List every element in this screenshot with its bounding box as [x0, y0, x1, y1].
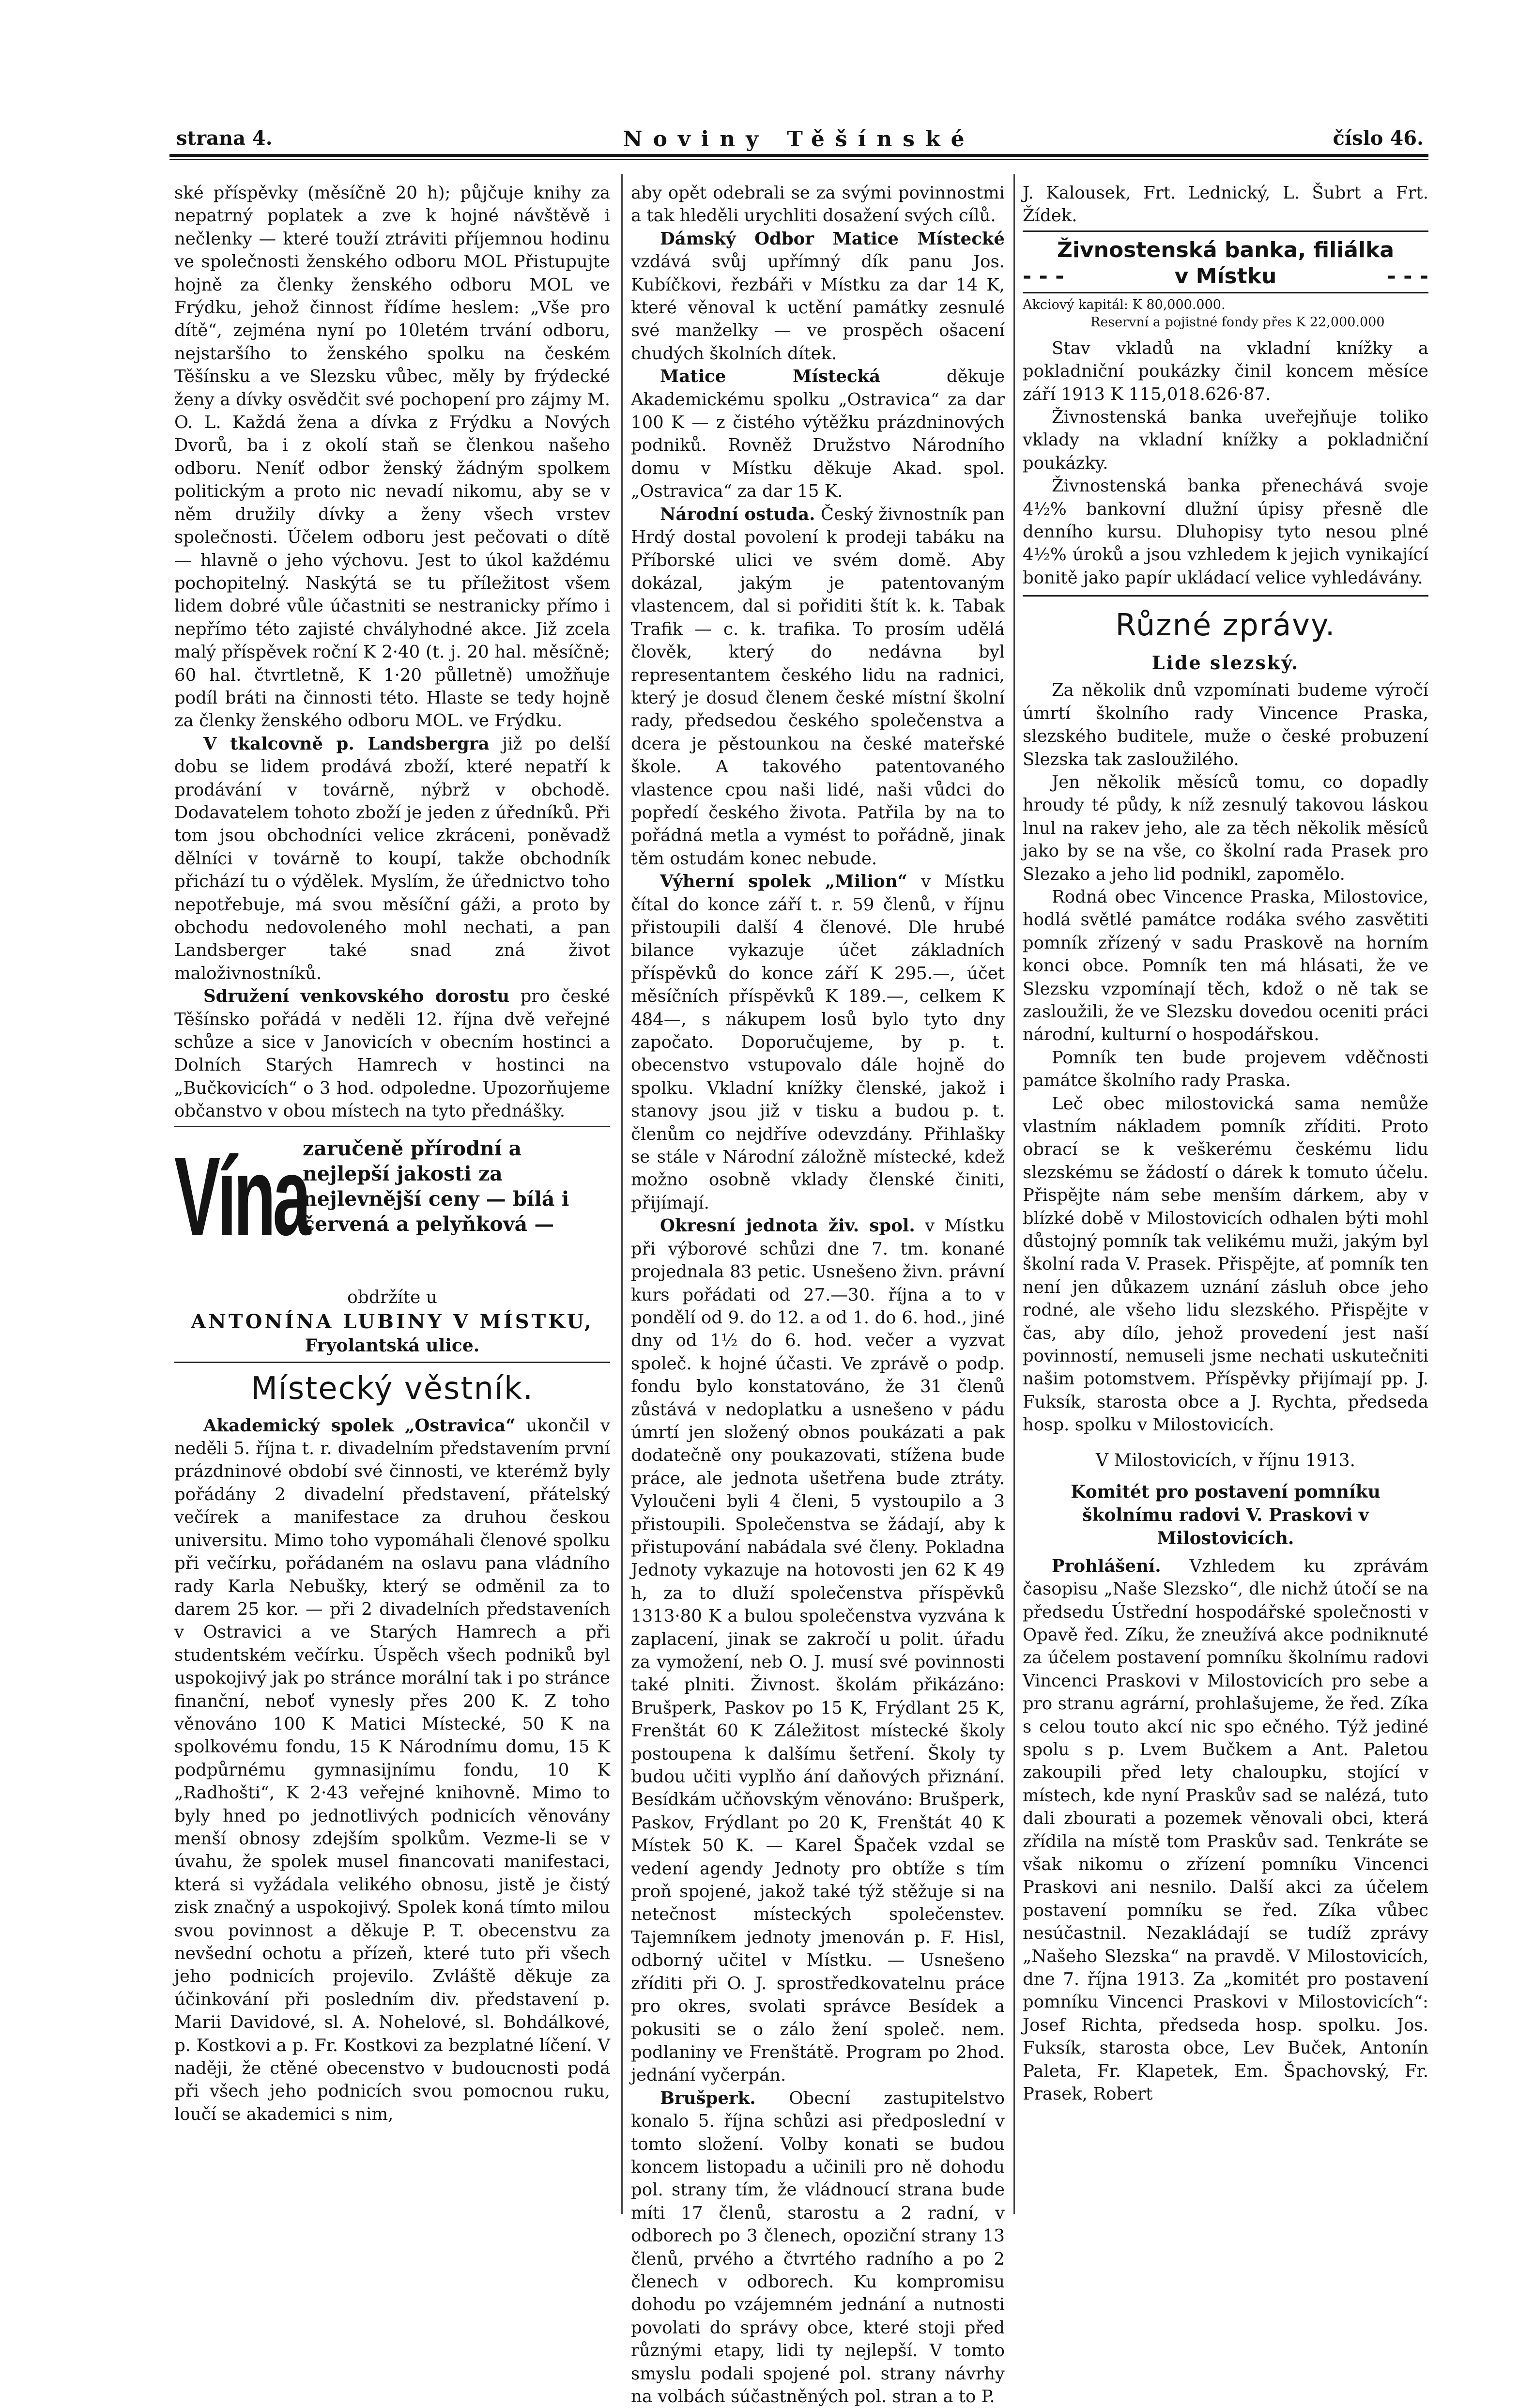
article-tkalcovna [174, 733, 610, 985]
ad-street: Fryolantská ulice. [305, 1335, 480, 1356]
article-brusperk-body: Obecní zastupitelstvo konalo 5. října schůzi asi předposlední v tomto složení. Volby konati se budou koncem listopadu a učinili pro ně dohodu pol. strany tím, že vládnoucí strana bude míti 17 členů, starostu a 2 radní, v odborech po 3 členech, opoziční strany 13 členů, prvého a čtvrtého radního a po 2 členech v odborech. Ku kompromisu dohodu po vzájemném jednání a nutnosti povolati do správy obce, které stoji před různými etapy, lidi ty nejlepší. V tomto smyslu podali spojené pol. strany návrhy na volbách súčastněných pol. stran a to P. [631, 2088, 1005, 2407]
article-narodni-ostuda [631, 503, 1005, 871]
article-komitet: Komitét pro postavení pomníku školnímu radovi V. Praskovi v Milostovicích. [1071, 1481, 1381, 1549]
article-sdruzeni [174, 985, 610, 1122]
bank-capital: Akciový kapitál: K 80,000.000. [1023, 297, 1226, 312]
bank-dash-right: - - - [1387, 263, 1428, 289]
article-prasek-1: Za několik dnů vzpomínati budeme výročí úmrtí školního rady Vincence Praska, slezského buditele, muže o české probuzení Slezska tak zasloužilého. [1023, 680, 1428, 769]
ad-obdrzite: obdržíte u [347, 1287, 437, 1307]
article-damsky-odbor [631, 228, 1005, 365]
column-divider-1 [621, 174, 623, 2214]
ad-headline: Vína [174, 1134, 308, 1258]
bank-text-3: Živnostenská banka přenechává svoje 4½% bankovní dlužní úpisy přesně dle denního kursu. Dluhopisy tyto nesou plné 4½% úroků a jsou vzhledem k jejich vynikající bonitě jako papír ukládací velice vyhledávány. [1023, 476, 1428, 588]
bank-rule-mid [1023, 292, 1428, 293]
wine-advertisement [174, 1136, 610, 1281]
article-milion [631, 870, 1005, 1214]
bank-title: Živnostenská banka, filiálka [1057, 237, 1395, 262]
article-damsky-odbor-lead: Dámský Odbor Matice Místecké [660, 229, 1005, 249]
article-sdruzeni-lead: Sdružení venkovského dorostu [203, 986, 510, 1007]
article-prohlaseni-lead: Prohlášení. [1052, 1556, 1161, 1576]
bank-subtitle-row [1023, 264, 1428, 289]
header-rule [169, 154, 1428, 157]
bank-text-1: Stav vkladů na vkladní knížky a pokladniční poukázky činil koncem měsíce září 1913 K 115,018.626·87. [1023, 338, 1428, 404]
page-number: strana 4. [176, 127, 273, 150]
article-milion-body: v Místku čítal do konce září t. r. 59 členů, v říjnu přistoupili další 4 členové. Dle hrubé bilance vykazuje účet základních příspěvků do konce září K 295.—, účet měsíčních příspěvků K 189.—, celkem K 484—, s nákupem losů bylo tyto dny započato. Doporučujeme, by p. t. obecenstvo vstupovalo dále hojně do spolku. Vkladní knížky členské, jakož i stanovy jsou již v tisku a budou p. t. členům co nejdříve odevzdány. Přihlašky se stále v Národní záložně místecké, kdež možno osobně vklady členské činiti, přijímají. [631, 872, 1005, 1213]
ad-merchant-name: ANTONÍNA LUBINY V MÍSTKU, [191, 1310, 594, 1333]
issue-number: číslo 46. [1333, 127, 1424, 150]
article-signatures: J. Kalousek, Frt. Lednický, L. Šubrt a Frt. Žídek. [1023, 183, 1428, 226]
article-ostravica-body: ukončil v neděli 5. října t. r. divadelním představením první prázdninové období své činnosti, ve kterémž byly pořádány 2 divadelní představení, přátelský večírek a manifestace za druhou českou universitu. Mimo toho vypomáhali členové spolku při večírku, pořádaném na oslavu pana vládního rady Karla Nebušky, který se odměnil za to darem 25 kor. — při 2 divadelních představeních v Ostravici a ve Starých Hamrech a při studentském večírku. Úspěch všech podniků byl uspokojivý jak po stránce morální tak i po stránce finanční, neboť vynesly přes 200 K. Z toho věnováno 100 K Matici Místecké, 50 K na spolkovému fondu, 15 K Národnímu domu, 15 K podpůrnému gymnasijnímu fondu, 10 K „Radhošti“, K 2·43 veřejné knihovně. Mimo to byly hned po jednotlivých podnicích věnovány menší obnosy zdejším spolkům. Vezme-li se v úvahu, že spolek musel financovati manifestaci, která si vyžádala velikého obnosu, jistě je čistý zisk značný a uspokojivý. Spolek koná tímto milou svou povinnost a děkuje P. T. obecenstvu za nevšední ochotu a přízeň, které tuto při všech jeho podnicích projevilo. Zvláště děkuje za účinkování při posledním div. představení p. Marii Davidové, sl. A. Nohelové, sl. Bohdálkové, p. Kostkovi a p. Fr. Kostkovi za bezplatné líčení. V naději, že ctěné obecenstvo v budoucnosti podá při všech jeho podnicích svou pomocnou ruku, loučí se akademici s nim, [174, 1415, 610, 2124]
article-ostravica-cont: aby opět odebrali se za svými povinnostmi a tak hleděli urychliti dosažení svých cílů. [631, 183, 1005, 226]
column-divider-2 [1013, 174, 1015, 2214]
article-ostravica [174, 1414, 610, 2126]
bank-rule-top [1023, 230, 1428, 232]
article-bruperk [631, 2087, 1005, 2408]
article-sdruzeni-body: pro české Těšínsko pořádá v neděli 12. října dvě veřejné schůze a sice v Janovicích v obecním hostinci a Dolních Starých Hamrech v hostinci na „Bučkovicích“ o 3 hod. odpoledne. Upozorňujeme občanstvo v obou místech na tyto přednášky. [174, 986, 610, 1121]
bank-dash-left: - - - [1023, 263, 1064, 289]
header-rule-thin [169, 159, 1428, 160]
article-okresni-jednota-lead: Okresní jednota živ. spol. [660, 1216, 915, 1236]
article-tkalcovna-body: již po delší dobu se lidem prodává zboží, které nepatří k prodávání v továrně, nýbrž v obchodě. Dodavatelem tohoto zboží je jeden z úředníků. Při tom jsou obchodníci velice zkráceni, poněvadž dělníci v továrně to koupí, takže obchodník přichází tu o výdělek. Myslím, že úřednictvo toho nepotřebuje, má svou měsíční gáži, a proto by obchodu nedovoleného mohl nechati, a pan Landsberger také snad zná život maloživnostníků. [174, 734, 610, 983]
article-narodni-ostuda-body: Český živnostník pan Hrdý dostal povolení k prodeji tabáku na Příborské ulici ve svém domě. Aby dokázal, jakým je patentovaným vlastencem, dal si pořiditi štít k. k. Tabak Trafik — c. k. trafika. To prosím udělá člověk, který do nedávna byl representantem českého lidu na radnici, který je dosud členem české místní školní rady, předsedou českého společenstva a dcera je pěstounkou na české mateřské škole. A takového patentovaného vlastence cpou naši lidé, naši vůdci do popředí českého života. Patřila by na to pořádná metla a vymést to pořádně, jinak těm ostudám konec nebude. [631, 504, 1005, 869]
article-okresni-jednota-body: v Místku při výborové schůzi dne 7. tm. konané projednala 83 petic. Usnešeno živn. právní kurs pořádati od 27.—30. října a to v pondělí od 9. do 12. a od 1. do 6. hod., jiné dny od 1½ do 6. hod. večer a vyzvat společ. k hojné účasti. Ve zprávě o podp. fondu bylo konstatováno, že 31 členů zůstává v nedoplatku a usnešeno v pádu úmrtí jen složený obnos poukázati a pak dodatečně ony poukazovati, stížena bude práce, ale jednota ušetřena bude ztráty. Vyloučeni byli 4 členi, 5 vystoupilo a 3 přistoupili. Společenstva se žádají, aby k přistupování nabádala své členy. Pokladna Jednoty vykazuje na hotovosti jen 62 K 49 h, za to dluží společenstva příspěvků 1313·80 K a bulou společenstva vyzvána k zaplacení, jinak se zakročí u polit. úřadu za vymožení, neb O. J. musí své povinnosti také plniti. Živnost. školám přikázáno: Brušperk, Paskov po 15 K, Frýdlant 25 K, Frenštát 60 K Záležitost místecké školy postoupena k dalšímu šetření. Školy ty budou učiti vyplňo ání daňových přiznání. Besídkám učňovským věnováno: Brušperk, Paskov, Frýdlant po 20 K, Frenštát 40 K Místek 50 K. — Karel Špaček vzdal se vedení agendy Jednoty pro obtíže s tím proň spojené, jakož také týž stěžuje si na netečnost místeckých společenstev. Tajemníkem jednoty jmenován p. F. Hisl, odborný učitel v Místku. — Usnešeno zříditi při O. J. sprostředkovatelnu práce pro okres, svolati správce Besídek a pokusiti se o zálo žení společ. nem. podlaniny ve Frenštátě. Program po 2hod. jednání vyčerpán. [631, 1216, 1005, 2086]
article-tkalcovna-lead: V tkalcovně p. Landsbergra [203, 734, 490, 754]
page-header [169, 127, 1428, 156]
bank-rule-bottom [1023, 595, 1428, 597]
column-1 [174, 182, 610, 2210]
ad-rule-bottom [174, 1362, 610, 1363]
subsection-lide-slezsky: Lide slezský. [1151, 652, 1300, 674]
article-matice [631, 365, 1005, 503]
ad-text: zaručeně přírodní a nejlepší jakosti za nejlevnější ceny — bílá i červená a pelyňková — [303, 1136, 569, 1236]
bank-subtitle: v Místku [1174, 263, 1277, 289]
article-milion-lead: Výherní spolek „Milion“ [660, 872, 907, 892]
article-prasek-4: Pomník ten bude projevem vděčnosti památce školního rady Praska. [1023, 1047, 1428, 1091]
article-ostravica-lead: Akademický spolek „Ostravica“ [203, 1415, 516, 1436]
article-okresni-jednota [631, 1214, 1005, 2086]
article-prohlaseni [1023, 1555, 1428, 2106]
article-matice-lead: Matice Místecká [660, 367, 881, 387]
article-prasek-3: Rodná obec Vincence Praska, Milostovice, hodlá světlé památce rodáka svého zasvětiti pomník zřízený v sadu Praskově na horním konci obce. Pomník ten má hlásati, že ve Slezsku vzpomínají těch, kdož o ně tak se zasloužili, že ve Slezsku dovedou oceniti práci národní, kulturní o hospodářskou. [1023, 887, 1428, 1045]
article-prohlaseni-body: Vzhledem ku zprávám časopisu „Naše Slezsko“, dle nichž útočí se na předsedu Ústřední hospodářské společnosti v Opavě řed. Zíku, že zneužívá akce podniknuté za účelem postavení pomníku školnímu radovi Vincenci Praskovi v Milostovicích pro sebe a pro stranu agrární, prohlašujeme, že řed. Zíka s celou touto akcí nic spo ečného. Týž jediné spolu s p. Lvem Bučkem a Ant. Paletou zakoupili před lety chaloupku, stojící v místech, kde nyní Praskův sad se nalézá, tuto dali zbourati a pozemek věnovali obci, která zřídila na místě tom Praskův sad. Tenkráte se však nikomu o zřízení pomníku Vincenci Praskovi ani nesnilo. Další akci za účelem postavení pomníku se řed. Zíka vůbec nesúčastnil. Nezakládají se tudíž zprávy „Našeho Slezska“ na pravdě. V Milostovicích, dne 7. října 1913. Za „komitét pro postavení pomníku Vincenci Praskovi v Milostovicích“: Josef Richta, předseda hosp. spolku. Jos. Fuksík, starosta obce, Lev Buček, Antonín Paleta, Fr. Klapetek, Em. Špachovský, Fr. Prasek, Robert [1023, 1556, 1428, 2104]
column-3 [1023, 182, 1428, 2210]
section-title-mistecky-vestnik: Místecký věstník. [250, 1370, 534, 1407]
article-brusperk-lead: Brušperk. [660, 2088, 756, 2108]
section-title-ruzne-zpravy: Různé zprávy. [1115, 607, 1336, 643]
article-damsky-odbor-body: vzdává svůj upřímný dík panu Jos. Kubíčkovi, řezbáři v Místku za dar 14 K, které věnoval k uctění památky zesnulé své manželky — ve prospěch ošacení chudých školních dítek. [631, 252, 1005, 364]
article-date: V Milostovicích, v říjnu 1913. [1096, 1450, 1355, 1471]
article-zensky-odbor: ské příspěvky (měsíčně 20 h); půjčuje knihy za nepatrný poplatek a zve k hojné návštěvě i nečlenky — které touží ztráviti příjemnou hodinu ve společnosti ženského odboru MOL Přistupujte hojně za členky ženského odboru MOL ve Frýdku, jehož činnost řídíme heslem: „Vše pro dítě“, zejména nyní po 10letém trvání odboru, nejstaršího to ženského spolku na českém Těšínsku a ve Slezsku vůbec, měly by frýdecké ženy a dívky osvědčit své pochopení pro zájmy M. O. L. Každá žena a dívka z Frýdku a Nových Dvorů, ba i z okolí staň se členkou našeho odboru. Neníť odbor ženský žádným spolkem politickým a proto nic nevadí nikomu, aby se v něm družily dívky a ženy všech vrstev společnosti. Účelem odboru jest pečovati o dítě — hlavně o jeho výchovu. Jest to úkol každému pochopitelný. Naskýtá se tu příležitost všem lidem dobré vůle účastniti se nestranicky přímo i nepřímo této zajisté chvályhodné akce. Již zcela malý příspěvek roční K 2·40 (t. j. 20 hal. měsíčně; 60 hal. čtvrtletně, K 1·20 půlletně) umožňuje podíl bráti na činnosti této. Hlaste se tedy hojně za členky ženského odboru MOL. ve Frýdku. [174, 183, 610, 731]
article-prasek-5: Leč obec milostovická sama nemůže vlastním nákladem pomník zříditi. Proto obrací se k veškerému českému lidu slezskému se žádostí o dárek k tomuto účelu. Přispějte nám sebe menším dárkem, aby v blízké době v Milostovicích odhalen býti mohl důstojný pomník tak velikému muži, jakým byl školní rada V. Prasek. Přispějte, ať pomník ten není jen důkazem uznání zásluh obce jeho rodné, ale všeho lidu slezského. Přispějte v čas, aby dílo, jehož provedení jest naší povinností, nemuseli jsme nechati uskutečniti našim potomstvem. Příspěvky přijímají pp. J. Fuksík, starosta obce a J. Rychta, předseda hosp. spolku v Milostovicích. [1023, 1093, 1428, 1435]
article-prasek-2: Jen několik měsíců tomu, co dopadly hroudy té půdy, k níž zesnulý takovou láskou lnul na rakev jeho, ale za těch několik měsíců jako by se na vše, co školní rada Prasek pro Slezako a jeho lid podnikl, zapomělo. [1023, 772, 1428, 884]
article-narodni-ostuda-lead: Národní ostuda. [660, 504, 815, 524]
bank-reserve: Reservní a pojistné fondy přes K 22,000.000 [1090, 314, 1385, 330]
bank-text-2: Živnostenská banka uveřejňuje toliko vklady na vkladní knížky a pokladniční poukázky. [1023, 407, 1428, 473]
article-matice-body: děkuje Akademickému spolku „Ostravica“ za dar 100 K — z čistého výtěžku prázdninových podniků. Rovněž Družstvo Národního domu v Místku děkuje Akad. spol. „Ostravica“ za dar 15 K. [631, 367, 1005, 502]
bank-advertisement [1023, 237, 1428, 589]
newspaper-title: Noviny Těšínské [623, 127, 975, 152]
column-2 [631, 182, 1005, 2407]
ad-rule-top [174, 1126, 610, 1127]
